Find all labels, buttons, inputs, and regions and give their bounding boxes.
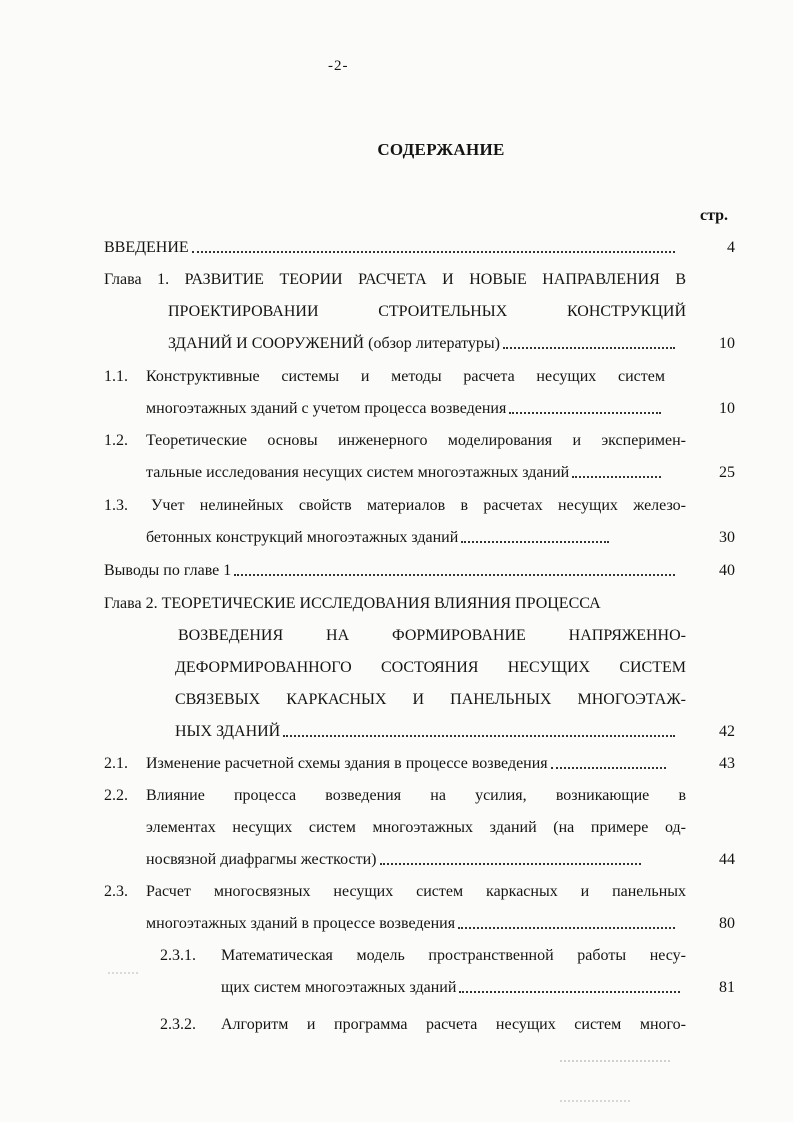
toc-page-number: 30 xyxy=(719,529,735,546)
dot-leader xyxy=(458,926,675,929)
toc-section-number: 2.3. xyxy=(104,883,128,900)
toc-page-number: 80 xyxy=(719,915,735,932)
dot-leader xyxy=(283,734,675,737)
toc-page-number: 10 xyxy=(719,400,735,417)
scan-artifact xyxy=(108,966,138,974)
scan-artifact xyxy=(560,1090,630,1102)
toc-page-number: 4 xyxy=(727,239,735,256)
toc-entry-text: Учет нелинейных свойств материалов в расчетах несущих железо- xyxy=(151,497,686,514)
page-number-mark: -2- xyxy=(328,58,349,74)
toc-page-number: 43 xyxy=(719,755,735,772)
dot-leader xyxy=(551,766,666,769)
toc-entry-text: ДЕФОРМИРОВАННОГО СОСТОЯНИЯ НЕСУЩИХ СИСТЕМ xyxy=(175,659,686,676)
toc-entry-text: ЗДАНИЙ И СООРУЖЕНИЙ (обзор литературы) xyxy=(168,335,500,352)
scan-artifact xyxy=(560,1048,670,1062)
toc-section-number: 1.3. xyxy=(104,497,128,514)
toc-entry-text: Глава 1. РАЗВИТИЕ ТЕОРИИ РАСЧЕТА И НОВЫЕ НАПРАВЛЕНИЯ В xyxy=(104,271,686,288)
toc-section-number: 2.3.1. xyxy=(160,947,196,964)
toc-entry-text: Изменение расчетной схемы здания в процессе возведения xyxy=(146,755,548,772)
toc-entry-text: носвязной диафрагмы жесткости) xyxy=(146,851,377,868)
toc-entry-text: многоэтажных зданий с учетом процесса возведения xyxy=(146,400,507,417)
toc-entry-text: НЫХ ЗДАНИЙ xyxy=(175,723,281,740)
toc-section-number: 2.1. xyxy=(104,755,128,772)
toc-entry-text: Влияние процесса возведения на усилия, возникающие в xyxy=(146,787,686,804)
page-title: СОДЕРЖАНИЕ xyxy=(377,140,505,159)
toc-entry-text: Конструктивные системы и методы расчета несущих систем xyxy=(146,368,665,385)
toc-page-number: 42 xyxy=(719,723,735,740)
toc-entry-text: щих систем многоэтажных зданий xyxy=(221,979,457,996)
toc-section-number: 1.2. xyxy=(104,432,128,449)
toc-page-number: 25 xyxy=(719,464,735,481)
dot-leader xyxy=(234,573,675,576)
dot-leader xyxy=(509,411,661,414)
toc-entry-text: ВОЗВЕДЕНИЯ НА ФОРМИРОВАНИЕ НАПРЯЖЕННО- xyxy=(178,627,686,644)
toc-entry-text: многоэтажных зданий в процессе возведения xyxy=(146,915,456,932)
toc-entry-text: элементах несущих систем многоэтажных зданий (на примере од- xyxy=(146,819,686,836)
toc-entry-text: Выводы по главе 1 xyxy=(104,562,232,579)
toc-entry-text: Теоретические основы инженерного моделирования и эксперимен- xyxy=(146,432,686,449)
toc-section-number: 1.1. xyxy=(104,368,128,385)
toc-entry-text: бетонных конструкций многоэтажных зданий xyxy=(146,529,459,546)
dot-leader xyxy=(380,862,642,865)
toc-page-number: 40 xyxy=(719,562,735,579)
dot-leader xyxy=(503,346,675,349)
dot-leader xyxy=(192,250,675,253)
toc-entry-text: СВЯЗЕВЫХ КАРКАСНЫХ И ПАНЕЛЬНЫХ МНОГОЭТАЖ- xyxy=(175,691,686,708)
toc-page-number: 10 xyxy=(719,335,735,352)
toc-entry-text: Алгоритм и программа расчета несущих систем много- xyxy=(221,1016,686,1033)
toc-section-number: 2.3.2. xyxy=(160,1016,196,1033)
toc-entry-text: ВВЕДЕНИЕ xyxy=(104,239,189,256)
toc-section-number: 2.2. xyxy=(104,787,128,804)
toc-entry-text: Математическая модель пространственной работы несу- xyxy=(221,947,686,964)
page-column-label: стр. xyxy=(700,207,729,224)
toc-entry-text: ПРОЕКТИРОВАНИИ СТРОИТЕЛЬНЫХ КОНСТРУКЦИЙ xyxy=(168,303,686,320)
toc-page-number: 81 xyxy=(719,979,735,996)
toc-entry-text: Расчет многосвязных несущих систем каркасных и панельных xyxy=(146,883,686,900)
toc-entry-text: тальные исследования несущих систем многоэтажных зданий xyxy=(146,464,570,481)
toc-entry-text: Глава 2. ТЕОРЕТИЧЕСКИЕ ИССЛЕДОВАНИЯ ВЛИЯНИЯ ПРОЦЕССА xyxy=(104,595,601,612)
dot-leader xyxy=(572,475,661,478)
dot-leader xyxy=(459,990,680,993)
toc-page-number: 44 xyxy=(719,851,735,868)
dot-leader xyxy=(461,540,609,543)
